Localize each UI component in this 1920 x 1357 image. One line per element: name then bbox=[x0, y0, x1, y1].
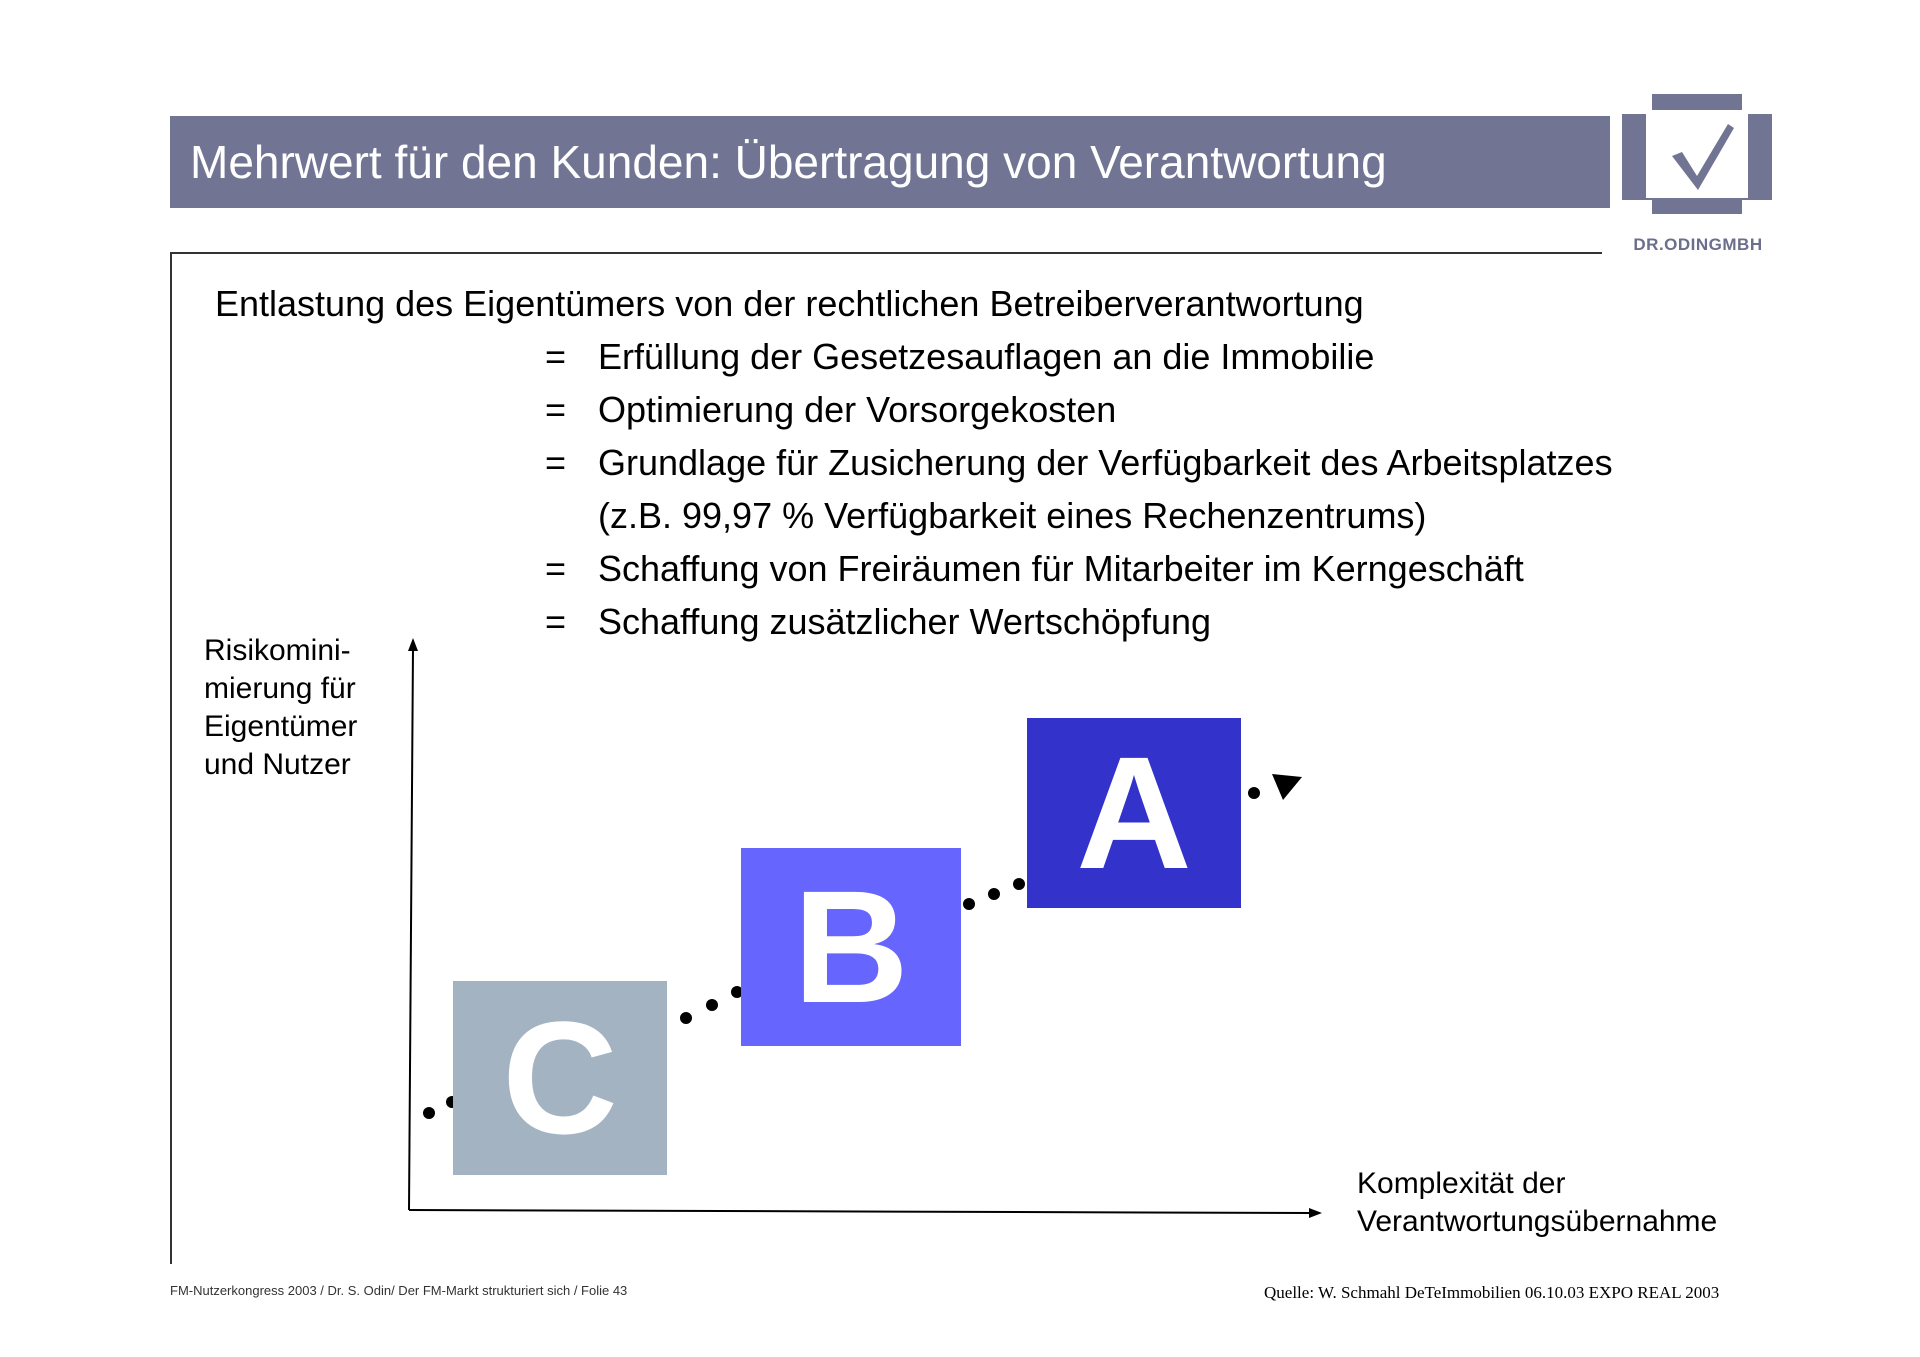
bullet-text: Erfüllung der Gesetzesauflagen an die Immobilie bbox=[598, 336, 1375, 377]
equals-symbol: = bbox=[545, 389, 567, 430]
bullet-text: Optimierung der Vorsorgekosten bbox=[598, 389, 1117, 430]
bullet-text: (z.B. 99,97 % Verfügbarkeit eines Rechenzentrums) bbox=[598, 495, 1427, 536]
equals-symbol: = bbox=[545, 336, 567, 377]
box-c: C bbox=[453, 981, 667, 1175]
box-b: B bbox=[741, 848, 961, 1046]
bullet-text: Grundlage für Zusicherung der Verfügbarkeit des Arbeitsplatzes bbox=[598, 442, 1613, 483]
box-a: A bbox=[1027, 718, 1241, 908]
main-heading: Entlastung des Eigentümers von der rechtlichen Betreiberverantwortung bbox=[215, 283, 1364, 324]
x-axis bbox=[409, 1208, 1322, 1218]
x-axis-label: Komplexität der Verantwortungsübernahme bbox=[1357, 1167, 1718, 1238]
y-axis bbox=[408, 638, 418, 1210]
logo-text: DR.ODINGMBH bbox=[1633, 235, 1763, 254]
bullet-text: Schaffung zusätzlicher Wertschöpfung bbox=[598, 601, 1212, 642]
bullet-text: Schaffung von Freiräumen für Mitarbeiter im Kerngeschäft bbox=[598, 548, 1524, 589]
footer-left: FM-Nutzerkongress 2003 / Dr. S. Odin/ Der FM-Markt strukturiert sich / Folie 43 bbox=[170, 1283, 628, 1298]
equals-symbol: = bbox=[545, 601, 567, 642]
y-axis-label: Risikomini- mierung für Eigentümer und Nutzer bbox=[204, 634, 358, 781]
trend-arrowhead bbox=[1272, 774, 1302, 800]
equals-symbol: = bbox=[545, 548, 567, 589]
equals-symbol: = bbox=[545, 442, 567, 483]
footer-source: Quelle: W. Schmahl DeTeImmobilien 06.10.03 EXPO REAL 2003 bbox=[1264, 1283, 1720, 1302]
slide-title: Mehrwert für den Kunden: Übertragung von Verantwortung bbox=[190, 136, 1387, 188]
